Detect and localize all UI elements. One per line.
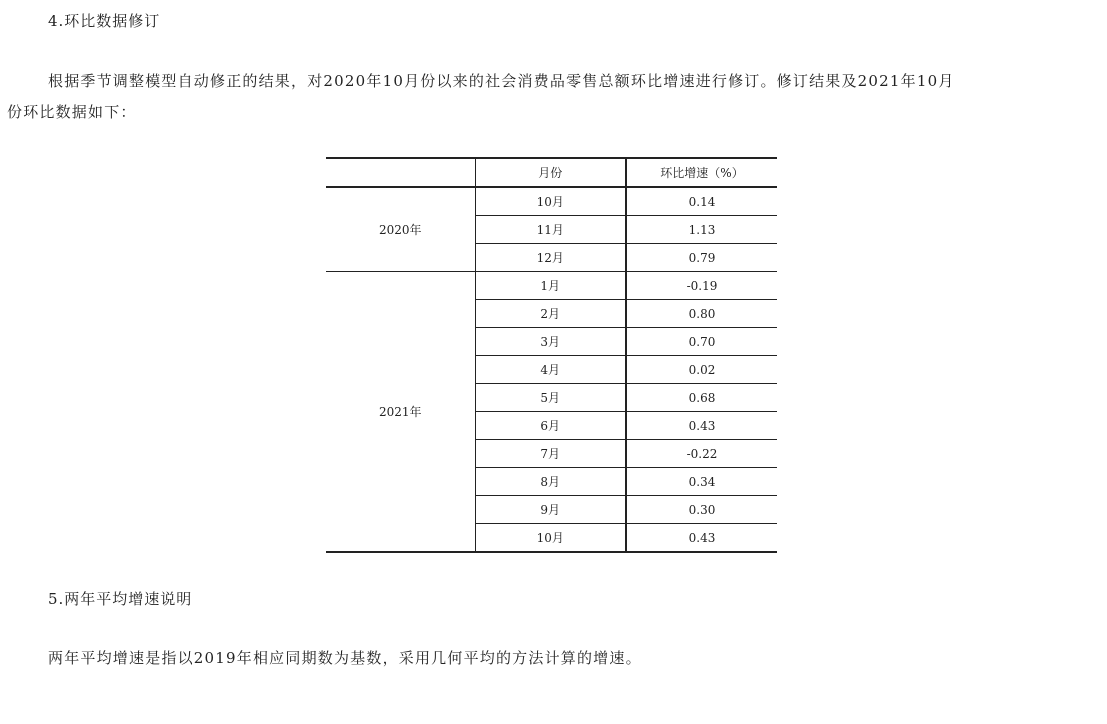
section-4-paragraph-line-2: 份环比数据如下： (7, 103, 137, 121)
section-5-paragraph: 两年平均增速是指以2019年相应同期数为基数，采用几何平均的方法计算的增速。 (48, 649, 642, 667)
year-cell-2021: 2021年 (326, 272, 475, 553)
month-cell: 9月 (475, 496, 626, 524)
month-cell: 8月 (475, 468, 626, 496)
growth-value-cell: 0.14 (626, 187, 777, 216)
retail-sales-mom-growth-table (326, 157, 777, 553)
growth-value-cell: 0.34 (626, 468, 777, 496)
month-cell: 2月 (475, 300, 626, 328)
section-5-heading: 5.两年平均增速说明 (48, 590, 193, 608)
year-cell-2020: 2020年 (326, 187, 475, 272)
section-4-paragraph-line-1: 根据季节调整模型自动修正的结果，对2020年10月份以来的社会消费品零售总额环比增速进行修订。修订结果及2021年10月 (48, 72, 955, 90)
growth-value-cell: -0.19 (626, 272, 777, 300)
growth-value-cell: 0.70 (626, 328, 777, 356)
month-cell: 7月 (475, 440, 626, 468)
growth-value-cell: 1.13 (626, 216, 777, 244)
header-month-cell: 月份 (475, 158, 626, 187)
growth-value-cell: 0.43 (626, 412, 777, 440)
month-cell: 10月 (475, 524, 626, 553)
month-cell: 3月 (475, 328, 626, 356)
growth-value-cell: 0.30 (626, 496, 777, 524)
growth-value-cell: 0.68 (626, 384, 777, 412)
month-cell: 11月 (475, 216, 626, 244)
growth-value-cell: 0.43 (626, 524, 777, 553)
month-cell: 1月 (475, 272, 626, 300)
growth-value-cell: 0.79 (626, 244, 777, 272)
month-cell: 4月 (475, 356, 626, 384)
section-4-heading: 4.环比数据修订 (48, 12, 161, 30)
month-cell: 12月 (475, 244, 626, 272)
table-header-row (326, 158, 777, 187)
table-row (326, 187, 777, 216)
month-cell: 10月 (475, 187, 626, 216)
month-cell: 6月 (475, 412, 626, 440)
month-cell: 5月 (475, 384, 626, 412)
growth-value-cell: 0.80 (626, 300, 777, 328)
growth-value-cell: 0.02 (626, 356, 777, 384)
header-year-cell (326, 158, 475, 187)
table-row (326, 272, 777, 300)
growth-value-cell: -0.22 (626, 440, 777, 468)
header-growth-cell: 环比增速（%） (626, 158, 777, 187)
